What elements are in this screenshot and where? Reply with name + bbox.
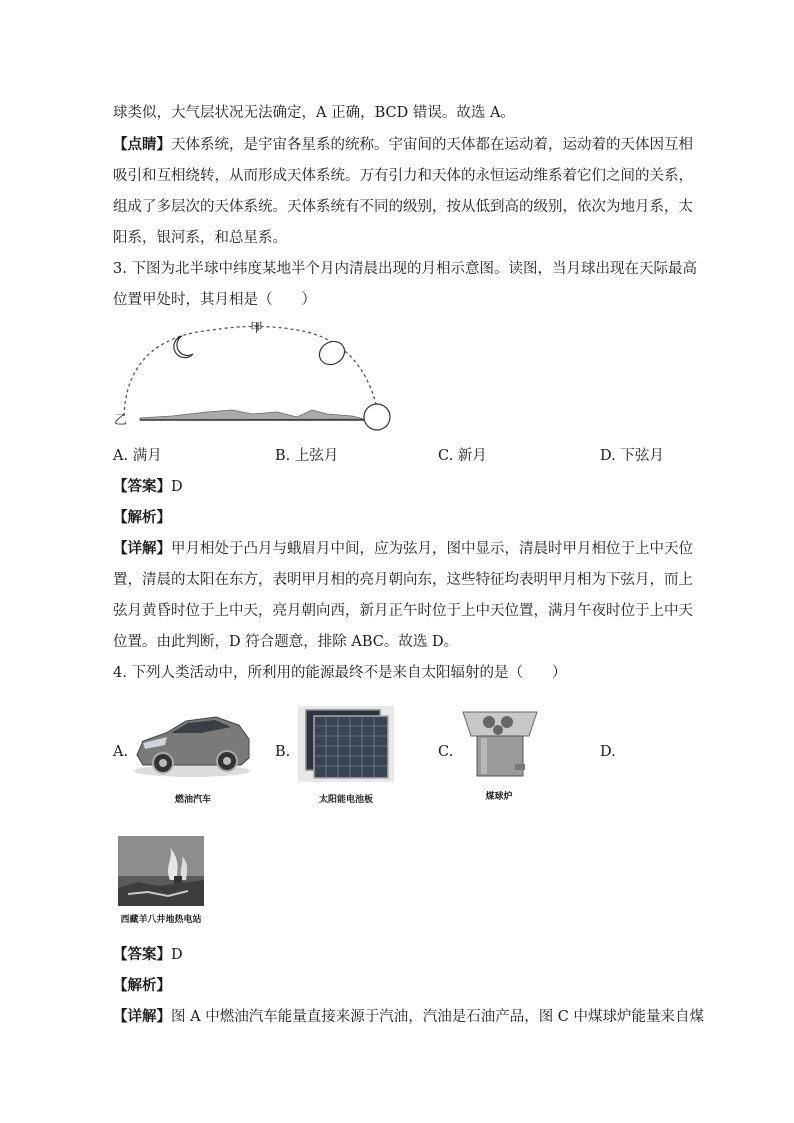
text-span: 甲月相处于凸月与蛾眉月中间，应为弦月，图中显示，清晨时甲月相位于上中天位	[171, 541, 693, 557]
text-line: 置，清晨的太阳在东方，表明甲月相的亮月朝向东，这些特征均表明甲月相为下弦月，而上	[113, 572, 693, 588]
analysis-tag: 【解析】	[113, 509, 171, 526]
section-tag: 【答案】	[113, 478, 171, 495]
moon-phase-diagram	[112, 318, 412, 433]
solar-panel-image	[298, 706, 394, 782]
label-yi: 乙	[114, 413, 128, 428]
section-tag: 【详解】	[113, 1008, 171, 1025]
section-tag: 【详解】	[113, 540, 171, 557]
text-span: 天体系统，是宇宙各星系的统称。宇宙间的天体都在运动着，运动着的天体因互相	[171, 137, 693, 153]
text-line: 位置。由此判断，D 符合题意，排除 ABC。故选 D。	[113, 634, 459, 650]
text-line	[113, 539, 693, 559]
answer-line	[113, 477, 183, 497]
section-tag: 【点睛】	[113, 136, 171, 153]
caption-geothermal: 西藏羊八井地热电站	[120, 915, 202, 925]
text-line: 吸引和互相绕转，从而形成天体系统。万有引力和天体的永恒运动维系着它们之间的关系，	[113, 168, 693, 184]
option-d: D. 下弦月	[600, 448, 664, 464]
text-line	[113, 1007, 704, 1027]
geothermal-plant-image	[118, 836, 204, 906]
text-line: 组成了多层次的天体系统。天体系统有不同的级别，按从低到高的级别，依次为地月系，太	[113, 199, 693, 215]
label-jia: 甲	[250, 321, 264, 336]
option-c-letter: C.	[438, 744, 454, 760]
question-4-stem: 4. 下列人类活动中，所利用的能源最终不是来自太阳辐射的是（ ）	[113, 665, 567, 681]
analysis-tag: 【解析】	[113, 977, 171, 994]
text-span: 图 A 中燃油汽车能量直接来源于汽油，汽油是石油产品，图 C 中煤球炉能量来自煤	[171, 1009, 704, 1025]
option-b-letter: B.	[275, 744, 291, 760]
answer-value: D	[171, 479, 183, 495]
car-image	[131, 703, 253, 781]
option-a: A. 满月	[113, 448, 162, 464]
section-tag: 【答案】	[113, 946, 171, 963]
option-b: B. 上弦月	[275, 448, 339, 464]
text-line: 弦月黄昏时位于上中天，亮月朝向西，新月正午时位于上中天位置，满月午夜时位于上中天	[113, 603, 693, 619]
option-d-letter: D.	[600, 744, 616, 760]
coal-stove-image	[459, 708, 541, 782]
horizon-mountains	[140, 410, 364, 420]
text-line: 球类似，大气层状况无法确定，A 正确，BCD 错误。故选 A。	[113, 105, 515, 121]
option-a-letter: A.	[113, 744, 129, 760]
question-3-stem: 3. 下图为北半球中纬度某地半个月内清晨出现的月相示意图。读图，当月球出现在天际最高	[113, 261, 697, 277]
moon-path-arc	[124, 326, 377, 416]
crescent-moon-icon	[174, 336, 193, 358]
answer-value: D	[171, 947, 183, 963]
answer-line	[113, 945, 183, 965]
question-3-stem: 位置甲处时，其月相是（ ）	[113, 292, 316, 308]
text-line: 阳系，银河系，和总星系。	[113, 230, 287, 246]
caption-car: 燃油汽车	[174, 795, 211, 805]
gibbous-moon-icon	[315, 337, 349, 369]
caption-solar-panel: 太阳能电池板	[318, 795, 373, 805]
option-c: C. 新月	[438, 448, 487, 464]
text-line	[113, 135, 693, 155]
sun-circle-icon	[364, 404, 390, 430]
caption-coal-stove: 煤球炉	[485, 792, 513, 802]
